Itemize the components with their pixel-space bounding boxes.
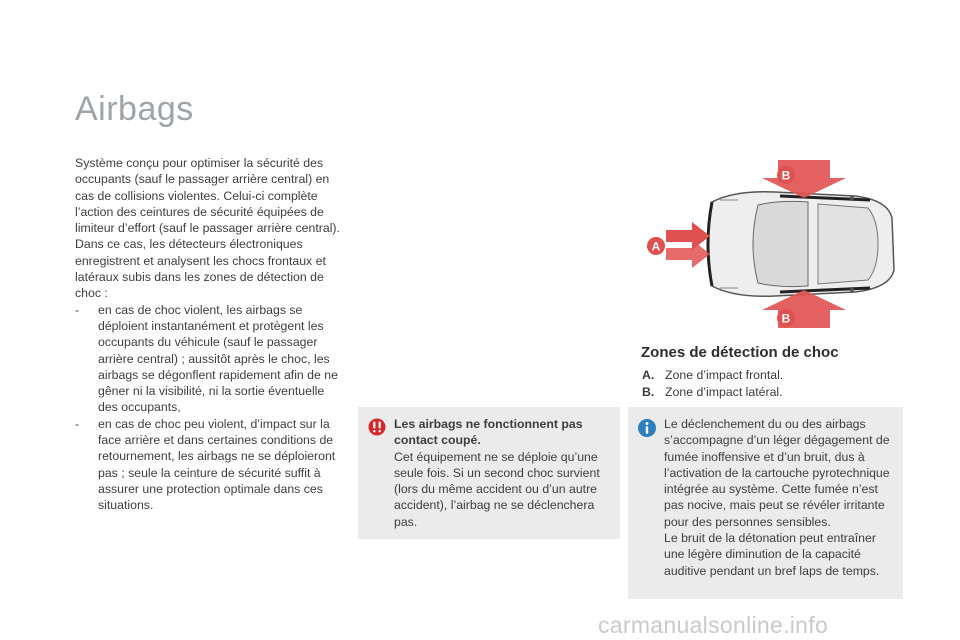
label-b-top: B (781, 168, 791, 183)
info-paragraph-1: Le déclenchement du ou des airbags s’accompagne d’un léger dégagement de fumée inoffensive et d’un bruit, dus à l’activation de la cartouche pyrotechnique intégrée au système. Cette fumée n’est pas nocive, mais peut se révéler irritante pour des personnes sensibles. (664, 417, 890, 529)
label-a: A (651, 239, 661, 254)
page-title: Airbags (75, 90, 194, 128)
warning-text: Cet équipement ne se déploie qu’une seule fois. Si un second choc survient (lors du même accident ou d’un autre accident), l’airbag ne se déclenchera pas. (394, 449, 600, 529)
car-illustration (708, 192, 894, 297)
warning-box (358, 407, 620, 539)
zones-list (642, 367, 783, 400)
intro-text (75, 155, 343, 514)
bullet-text: en cas de choc peu violent, d’impact sur la face arrière et dans certaines conditions de retournement, les airbags ne se déploieront pas ; seule la ceinture de sécurité suffit à assurer une protection optimale dans ces situations. (98, 416, 336, 513)
bullet-item (75, 302, 343, 416)
label-b-top-badge (777, 166, 795, 184)
warning-icon (367, 418, 387, 440)
bullet-dash: - (75, 302, 80, 317)
impact-zones-diagram (640, 160, 900, 330)
label-b-bottom-badge (777, 309, 795, 327)
label-a-badge (647, 237, 665, 255)
zones-title: Zones de détection de choc (641, 344, 839, 361)
frontal-impact-arrows (666, 222, 710, 268)
bullet-text: en cas de choc violent, les airbags se déploient instantanément et protègent les occupants du véhicule (sauf le passager arrière central) ; aussitôt après le choc, les airbags se dégonflent rapidement afin de ne gêner ni la visibilité, ni la sortie éventuelle des occupants, (98, 302, 338, 415)
list-item (642, 367, 783, 384)
info-icon (637, 418, 657, 442)
intro-paragraph-1: Système conçu pour optimiser la sécurité des occupants (sauf le passager arrière central) en cas de collisions violentes. Celui-ci complète l’action des ceintures de sécurité équipées de limiteur d’effort (sauf le passager arrière central). (75, 156, 340, 236)
watermark: carmanualsonline.info (598, 612, 829, 638)
info-paragraph-2: Le bruit de la détonation peut entraîner une légère diminution de la capacité auditive pendant un bref laps de temps. (664, 531, 880, 578)
bullet-item (75, 416, 343, 514)
bullet-dash: - (75, 416, 80, 431)
zone-key: A. (642, 368, 655, 382)
label-b-bottom: B (781, 311, 791, 326)
zone-label: Zone d’impact frontal. (665, 368, 784, 382)
zone-key: B. (642, 384, 655, 399)
warning-heading: Les airbags ne fonctionnent pas contact coupé. (394, 417, 583, 448)
intro-paragraph-2: Dans ce cas, les détecteurs électroniques enregistrent et analysent les chocs frontaux et latéraux subis dans les zones de détection de choc : (75, 237, 326, 301)
info-box (628, 407, 903, 599)
list-item (642, 384, 783, 401)
zone-label: Zone d’impact latéral. (665, 384, 783, 399)
